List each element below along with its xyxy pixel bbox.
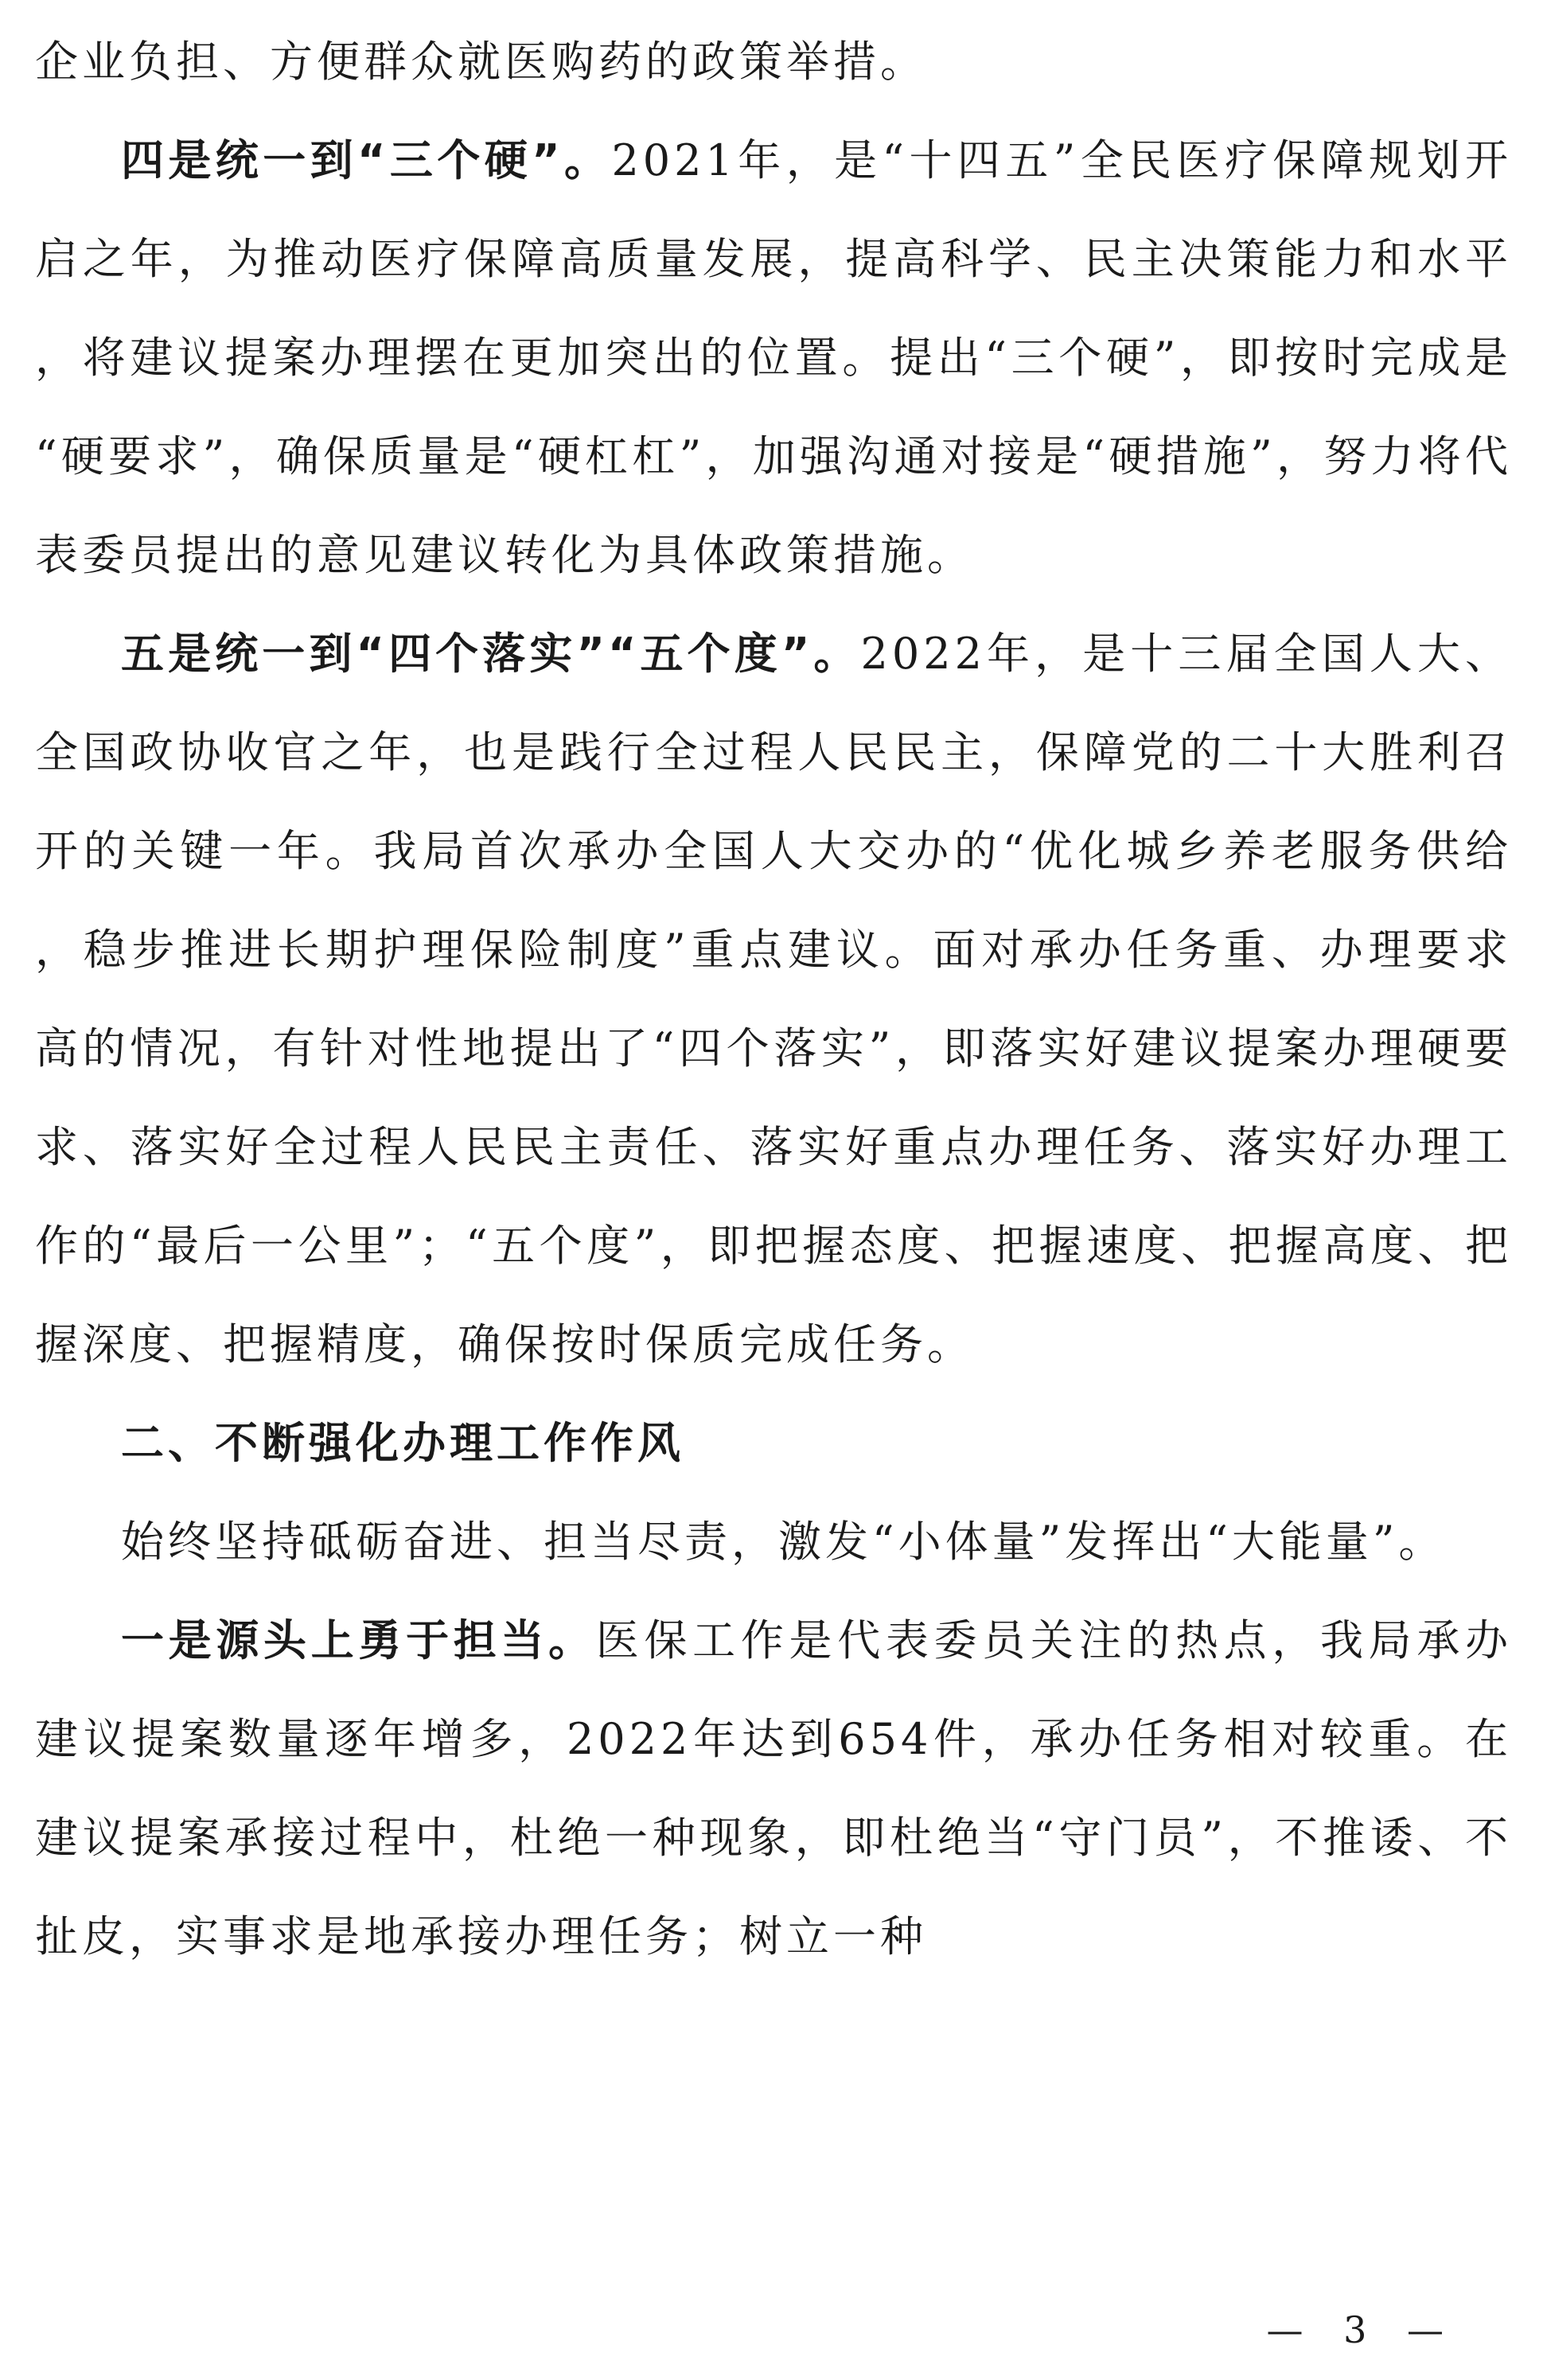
paragraph-text: 医保工作是代表委员关注的热点，我局承办建议提案数量逐年增多，2022年达到654件，承办任务相对较重。在建议提案承接过程中，杜绝一种现象，即杜绝当“守门员”，不推诿、不扯皮，实事求是地承接办理任务；树立一种	[35, 1615, 1513, 1961]
paragraph-text: 始终坚持砥砺奋进、担当尽责，激发“小体量”发挥出“大能量”。	[121, 1517, 1446, 1567]
paragraph-four	[35, 111, 1512, 605]
page-number-text: — 3 —	[1266, 2308, 1458, 2351]
paragraph-text: 企业负担、方便群众就医购药的政策举措。	[35, 37, 927, 87]
paragraph-one	[35, 1591, 1512, 1986]
paragraph-lead: 一是源头上勇于担当。	[121, 1615, 596, 1665]
section-heading: 二、不断强化办理工作作风	[121, 1418, 684, 1468]
paragraph-five	[35, 605, 1512, 1394]
paragraph-section-intro	[35, 1493, 1512, 1591]
paragraph-text: 2021年，是“十四五”全民医疗保障规划开启之年，为推动医疗保障高质量发展，提高科学、民主决策能力和水平，将建议提案办理摆在更加突出的位置。提出“三个硬”，即按时完成是“硬要求”，确保质量是“硬杠杠”，加强沟通对接是“硬措施”，努力将代表委员提出的意见建议转化为具体政策措施。	[35, 135, 1512, 580]
document-body	[35, 13, 1512, 1986]
paragraph-text: 2022年，是十三届全国人大、全国政协收官之年，也是践行全过程人民民主，保障党的二十大胜利召开的关键一年。我局首次承办全国人大交办的“优化城乡养老服务供给，稳步推进长期护理保险制度”重点建议。面对承办任务重、办理要求高的情况，有针对性地提出了“四个落实”，即落实好建议提案办理硬要求、落实好全过程人民民主责任、落实好重点办理任务、落实好办理工作的“最后一公里”；“五个度”，即把握态度、把握速度、把握高度、把握深度、把握精度，确保按时保质完成任务。	[35, 629, 1512, 1369]
paragraph-lead: 五是统一到“四个落实”“五个度”。	[121, 629, 861, 679]
paragraph-continuation	[35, 13, 1512, 111]
page-number	[0, 2306, 1547, 2354]
paragraph-lead: 四是统一到“三个硬”。	[121, 135, 612, 185]
